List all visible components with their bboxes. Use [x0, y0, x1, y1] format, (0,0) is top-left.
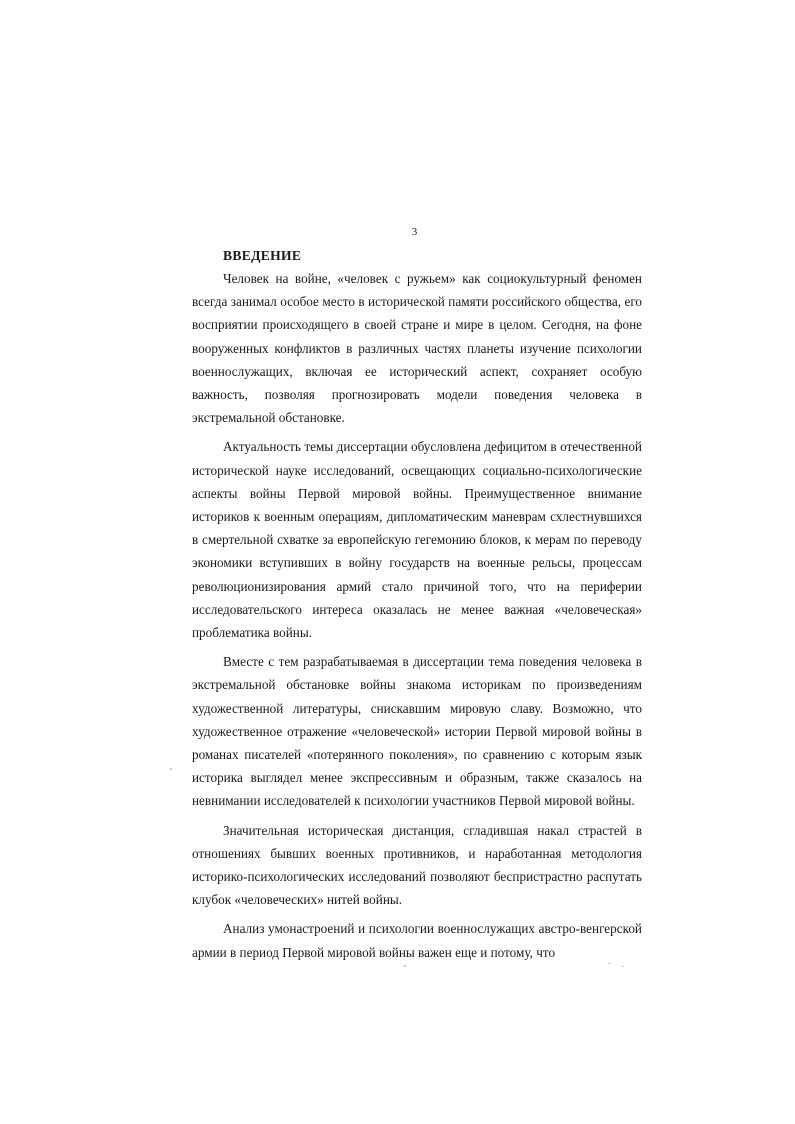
paragraph-2: Актуальность темы диссертации обусловлена дефицитом в отечественной исторической науке исследований, освещающих социально-психологические аспекты войны Первой мировой войны. Преимущественное внимание историков к военным операциям, дипломатическим маневрам схлестнувшихся в смертельной схватке за европейскую гегемонию блоков, к мерам по переводу экономики вступивших в войну государств на военные рельсы, процессам революционизирования армий стало причиной того, что на периферии исследовательского интереса оказалась не менее важная «человеческая» проблематика войны.: [192, 439, 642, 641]
section-heading: ВВЕДЕНИЕ: [223, 248, 302, 263]
scan-speck: [622, 966, 624, 967]
document-body: [192, 246, 642, 970]
paragraph-3: Вместе с тем разрабатываемая в диссертации тема поведения человека в экстремальной обстановке войны знакома историкам по произведениям художественной литературы, снискавшим мировую славу. Возможно, что художественное отражение «человеческой» истории Первой мировой войны в романах писателей «потерянного поколения», по сравнению с которым язык историка выглядел менее экспрессивным и образным, также сказалось на невнимании исследователей к психологии участников Первой мировой войны.: [192, 654, 642, 809]
scan-speck: [608, 963, 611, 964]
page-number: 3: [411, 226, 418, 238]
scan-speck: [404, 965, 406, 967]
paragraph-5: Анализ умонастроений и психологии военнослужащих австро-венгерской армии в период Первой мировой войны важен еще и потому, что: [192, 921, 642, 960]
paragraph-4: Значительная историческая дистанция, сгладившая накал страстей в отношениях бывших военных противников, и наработанная методология историко-психологических исследований позволяют беспристрастно распутать клубок «человеческих» нитей войны.: [192, 822, 642, 908]
scan-speck: [170, 768, 172, 770]
paragraph-1: Человек на войне, «человек с ружьем» как социокультурный феномен всегда занимал особое место в исторической памяти российского общества, его восприятии происходящего в своей стране и мире в целом. Сегодня, на фоне вооруженных конфликтов в различных частях планеты изучение психологии военнослужащих, включая ее исторический аспект, сохраняет особую важность, позволяя прогнозировать модели поведения человека в экстремальной обстановке.: [192, 271, 642, 426]
